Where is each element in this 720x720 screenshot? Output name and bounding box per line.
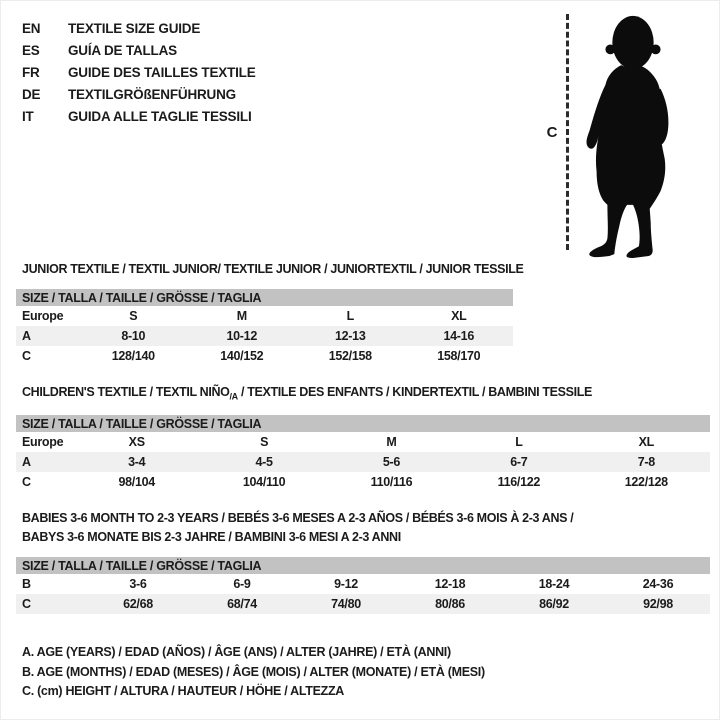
table-cell: 8-10	[79, 326, 188, 346]
row-label: B	[22, 577, 31, 591]
table-row	[16, 574, 710, 594]
table-cell: 9-12	[334, 577, 358, 591]
footnotes	[22, 643, 485, 702]
table-cell: 6-7	[455, 452, 582, 472]
table-cell: S	[260, 435, 269, 449]
title-subscript: /A	[229, 391, 238, 402]
language-label: TEXTILGRÖßENFÜHRUNG	[68, 86, 236, 102]
table-cell: L	[515, 435, 523, 449]
table-cell: 18-24	[538, 577, 570, 591]
size-table-junior	[16, 289, 513, 366]
section-title-babies	[22, 509, 573, 547]
row-label: Europe	[22, 435, 64, 449]
table-cell: 158/170	[437, 349, 481, 363]
footnote-c: C. (cm) HEIGHT / ALTURA / HAUTEUR / HÖHE / ALTEZZA	[22, 684, 345, 698]
table-row	[16, 452, 710, 472]
language-row	[22, 61, 256, 83]
height-label-c: C	[546, 123, 558, 141]
table-cell: 5-6	[328, 452, 455, 472]
language-code: DE	[22, 86, 41, 102]
table-cell: L	[346, 309, 354, 323]
title-text: / TEXTILE DES ENFANTS / KINDERTEXTIL / BAMBINI TESSILE	[237, 385, 593, 399]
child-silhouette-icon	[580, 12, 686, 258]
table-row	[16, 326, 513, 346]
height-measure-line	[566, 14, 569, 250]
table-cell: 122/128	[624, 475, 668, 489]
row-label: A	[16, 452, 73, 472]
section-title-children	[22, 383, 592, 407]
table-row	[16, 594, 710, 614]
table-cell: 152/158	[328, 349, 372, 363]
title-line: BABYS 3-6 MONATE BIS 2-3 JAHRE / BAMBINI 3-6 MESI A 2-3 ANNI	[22, 530, 401, 544]
language-row	[22, 39, 256, 61]
language-label: GUÍA DE TALLAS	[68, 42, 177, 58]
language-label: GUIDA ALLE TAGLIE TESSILI	[68, 108, 252, 124]
table-cell: 68/74	[190, 594, 294, 614]
language-row	[22, 17, 256, 39]
size-table-babies	[16, 557, 710, 614]
language-row	[22, 83, 256, 105]
section-title-junior: JUNIOR TEXTILE / TEXTIL JUNIOR/ TEXTILE JUNIOR / JUNIORTEXTIL / JUNIOR TESSILE	[22, 262, 524, 276]
language-code: ES	[22, 42, 40, 58]
table-cell: XS	[128, 435, 145, 449]
row-label: Europe	[22, 309, 64, 323]
table-cell: 10-12	[188, 326, 297, 346]
table-cell: XL	[638, 435, 654, 449]
footnote-b: B. AGE (MONTHS) / EDAD (MESES) / ÂGE (MOIS) / ALTER (MONATE) / ETÀ (MESI)	[22, 664, 485, 679]
table-cell: 12-18	[434, 577, 466, 591]
row-label: A	[16, 326, 79, 346]
table-cell: 86/92	[502, 594, 606, 614]
table-cell: 128/140	[111, 349, 155, 363]
table-cell: 3-6	[129, 577, 147, 591]
size-header-label: SIZE / TALLA / TAILLE / GRÖSSE / TAGLIA	[16, 289, 513, 306]
height-figure	[538, 8, 708, 256]
table-cell: 116/122	[497, 475, 541, 489]
table-cell: 14-16	[405, 326, 514, 346]
table-cell: 110/116	[370, 475, 413, 489]
row-label: C	[22, 475, 31, 489]
table-cell: 62/68	[86, 594, 190, 614]
table-cell: M	[236, 309, 247, 323]
table-cell: 80/86	[398, 594, 502, 614]
table-cell: 3-4	[73, 452, 200, 472]
table-cell: 24-36	[642, 577, 674, 591]
size-header-label: SIZE / TALLA / TAILLE / GRÖSSE / TAGLIA	[16, 557, 710, 574]
table-cell: S	[129, 309, 138, 323]
table-cell: 140/152	[220, 349, 264, 363]
language-list	[22, 17, 256, 127]
row-label: C	[22, 349, 31, 363]
table-row	[16, 432, 710, 452]
title-line: BABIES 3-6 MONTH TO 2-3 YEARS / BEBÉS 3-6 MESES A 2-3 AÑOS / BÉBÉS 3-6 MOIS À 2-3 ANS /	[22, 511, 574, 525]
table-cell: 4-5	[200, 452, 327, 472]
size-table-children	[16, 415, 710, 492]
table-row	[16, 306, 513, 326]
language-label: TEXTILE SIZE GUIDE	[68, 20, 201, 36]
table-cell: 74/80	[294, 594, 398, 614]
size-header-label: SIZE / TALLA / TAILLE / GRÖSSE / TAGLIA	[16, 415, 710, 432]
language-row	[22, 105, 256, 127]
table-cell: 104/110	[242, 475, 286, 489]
table-cell: 12-13	[296, 326, 405, 346]
table-cell: 98/104	[118, 475, 155, 489]
footnote-a: A. AGE (YEARS) / EDAD (AÑOS) / ÂGE (ANS) / ALTER (JAHRE) / ETÀ (ANNI)	[22, 645, 451, 659]
size-header-row	[16, 415, 710, 432]
size-header-row	[16, 557, 710, 574]
table-cell: 6-9	[233, 577, 251, 591]
row-label: C	[16, 594, 86, 614]
table-cell: XL	[451, 309, 467, 323]
language-code: EN	[22, 20, 41, 36]
table-cell: 7-8	[583, 452, 710, 472]
table-cell: 92/98	[606, 594, 710, 614]
table-row	[16, 472, 710, 492]
title-text: CHILDREN'S TEXTILE / TEXTIL NIÑO	[22, 385, 230, 399]
language-code: IT	[22, 108, 34, 124]
language-label: GUIDE DES TAILLES TEXTILE	[68, 64, 256, 80]
size-header-row	[16, 289, 513, 306]
language-code: FR	[22, 64, 40, 80]
table-row	[16, 346, 513, 366]
table-cell: M	[386, 435, 397, 449]
